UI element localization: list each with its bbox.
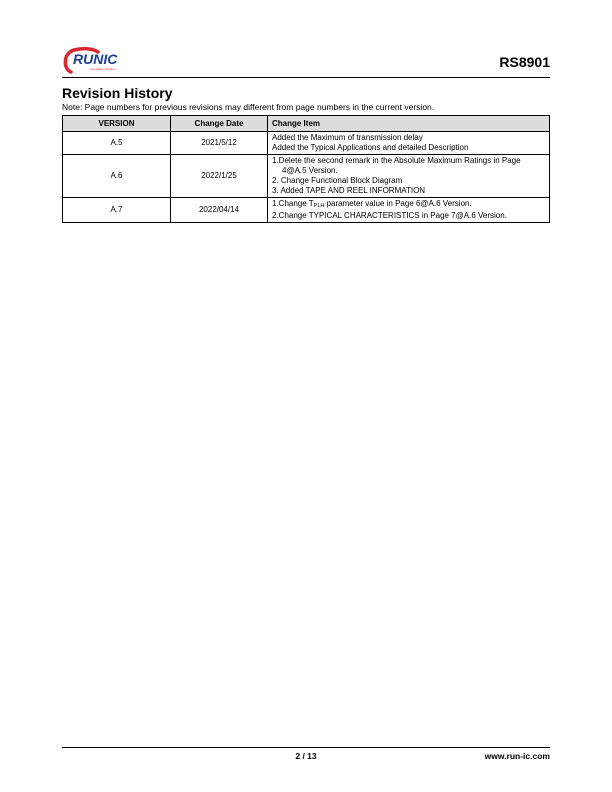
change-line: 4@A.5 Version. <box>282 166 338 175</box>
header-version: VERSION <box>63 116 171 132</box>
header-change-date: Change Date <box>171 116 268 132</box>
revision-table <box>62 115 550 223</box>
footer-website: www.run-ic.com <box>484 751 550 761</box>
page-number: 2 / 13 <box>295 751 317 761</box>
tplh-subscript: PLH <box>313 203 325 209</box>
change-line: Added the Typical Applications and detailed Description <box>272 143 469 152</box>
table-row <box>63 155 550 198</box>
table-row <box>63 198 550 223</box>
logo-tagline: Innovation Runtime <box>90 67 116 71</box>
cell-date: 2022/04/14 <box>171 198 268 223</box>
header-divider <box>62 77 550 78</box>
revision-note: Note: Page numbers for previous revisions may different from page numbers in the current version. <box>62 102 435 112</box>
change-line: Added the Maximum of transmission delay <box>272 133 423 142</box>
change-line: 2. Change Functional Block Diagram <box>272 176 403 185</box>
cell-date: 2022/1/25 <box>171 155 268 198</box>
logo-text: RUNIC <box>73 51 118 67</box>
table-header-row <box>63 116 550 132</box>
cell-change-item <box>268 132 550 155</box>
runic-logo <box>62 45 128 75</box>
cell-version: A.5 <box>63 132 171 155</box>
change-line: 1.Delete the second remark in the Absolute Maximum Ratings in Page <box>272 156 521 165</box>
change-text-suffix: parameter value in Page 6@A.6 Version. <box>324 199 472 208</box>
cell-date: 2021/5/12 <box>171 132 268 155</box>
change-line: 2.Change TYPICAL CHARACTERISTICS in Page 7@A.6 Version. <box>272 211 507 220</box>
footer-divider <box>62 747 550 748</box>
change-text-prefix: 1.Change T <box>272 199 314 208</box>
cell-change-item <box>268 155 550 198</box>
cell-version: A.7 <box>63 198 171 223</box>
table-row <box>63 132 550 155</box>
header-change-item: Change Item <box>268 116 550 132</box>
cell-change-item <box>268 198 550 223</box>
cell-version: A.6 <box>63 155 171 198</box>
page-title: Revision History <box>62 85 173 101</box>
change-line <box>272 199 545 211</box>
change-line: 3. Added TAPE AND REEL INFORMATION <box>272 186 426 195</box>
document-id: RS8901 <box>499 54 550 70</box>
